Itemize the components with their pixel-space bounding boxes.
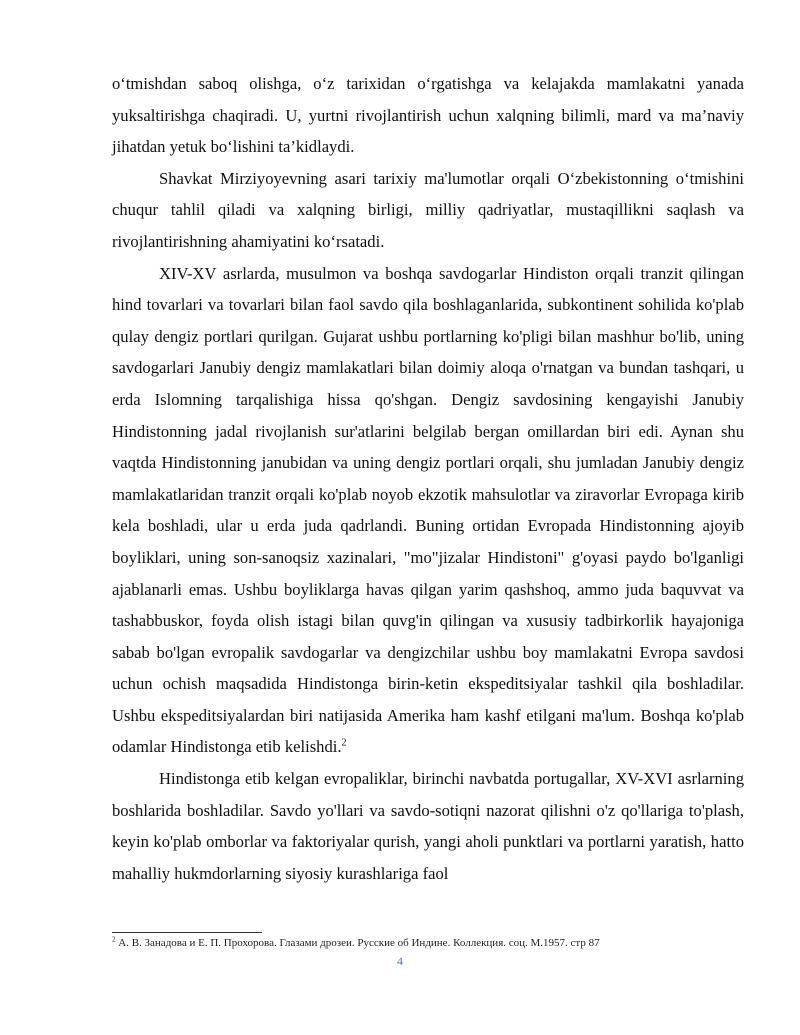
paragraph-3	[112, 258, 744, 764]
page-number: 4	[397, 954, 403, 968]
body-text	[112, 68, 744, 889]
paragraph-1: o‘tmishdan saboq olishga, o‘z tarixidan o‘rgatishga va kelajakda mamlakatni yanada yuksaltirishga chaqiradi. U, yurtni rivojlantirish uchun xalqning bilimli, mard va ma’naviy jihatdan yetuk bo‘lishini ta’kidlaydi.	[112, 74, 744, 157]
paragraph-4: Hindistonga etib kelgan evropaliklar, birinchi navbatda portugallar, XV-XVI asrlarning boshlarida boshladilar. Savdo yo'llari va savdo-sotiqni nazorat qilishni o'z qo'llariga to'plash, keyin ko'plab omborlar va faktoriyalar qurish, yangi aholi punktlari va portlarni yaratish, hatto mahalliy hukmdorlarning siyosiy kurashlariga faol	[112, 769, 744, 883]
paragraph-2: Shavkat Mirziyoyevning asari tarixiy ma'lumotlar orqali O‘zbekistonning o‘tmishini chuqur tahlil qiladi va xalqning birligi, milliy qadriyatlar, mustaqillikni saqlash va rivojlantirishning ahamiyatini ko‘rsatadi.	[112, 168, 744, 251]
footnote-number: 2	[112, 935, 116, 944]
footnote	[112, 936, 752, 950]
footnote-text: А. В. Занадова и Е. П. Прохорова. Глазами дрозеи. Русские об Индине. Коллекция. соц. М.1957. стр 87	[118, 937, 600, 949]
paragraph-3-text: XIV-XV asrlarda, musulmon va boshqa savdogarlar Hindiston orqali tranzit qilingan hind tovarlari va tovarlari bilan faol savdo qila boshlaganlarida, subkontinent sohilida ko'plab qulay dengiz portlari qurilgan. Gujarat ushbu portlarning ko'pligi bilan mashhur bo'lib, uning savdogarlari Janubiy dengiz mamlakatlari bilan doimiy aloqa o'rnatgan va bundan tashqari, u erda Islomning tarqalishiga hissa qo'shgan. Dengiz savdosining kengayishi Janubiy Hindistonning jadal rivojlanish sur'atlarini belgilab bergan omillardan biri edi. Aynan shu vaqtda Hindistonning janubidan va uning dengiz portlari orqali, shu jumladan Janubiy dengiz mamlakatlaridan tranzit orqali ko'plab noyob ekzotik mahsulotlar va ziravorlar Evropaga kirib kela boshladi, ular u erda juda qadrlandi. Buning ortidan Evropada Hindistonning ajoyib boyliklari, uning son-sanoqsiz xazinalari, "mo"jizalar Hindistoni" g'oyasi paydo bo'lganligi ajablanarli emas. Ushbu boyliklarga havas qilgan yarim qashshoq, ammo juda baquvvat va tashabbuskor, foyda olish istagi bilan quvg'in qilingan va xususiy tadbirkorlik hayajoniga sabab bo'lgan evropalik savdogarlar va dengizchilar ushbu boy mamlakatni Evropa savdosi uchun ochish maqsadida Hindistonga birin-ketin ekspeditsiyalar tashkil qila boshladilar. Ushbu ekspeditsiyalardan biri natijasida Amerika ham kashf etilgani ma'lum. Boshqa ko'plab odamlar Hindistonga etib kelishdi.	[112, 263, 744, 757]
footnote-separator	[112, 932, 262, 933]
footnote-reference[interactable]: 2	[341, 737, 347, 749]
